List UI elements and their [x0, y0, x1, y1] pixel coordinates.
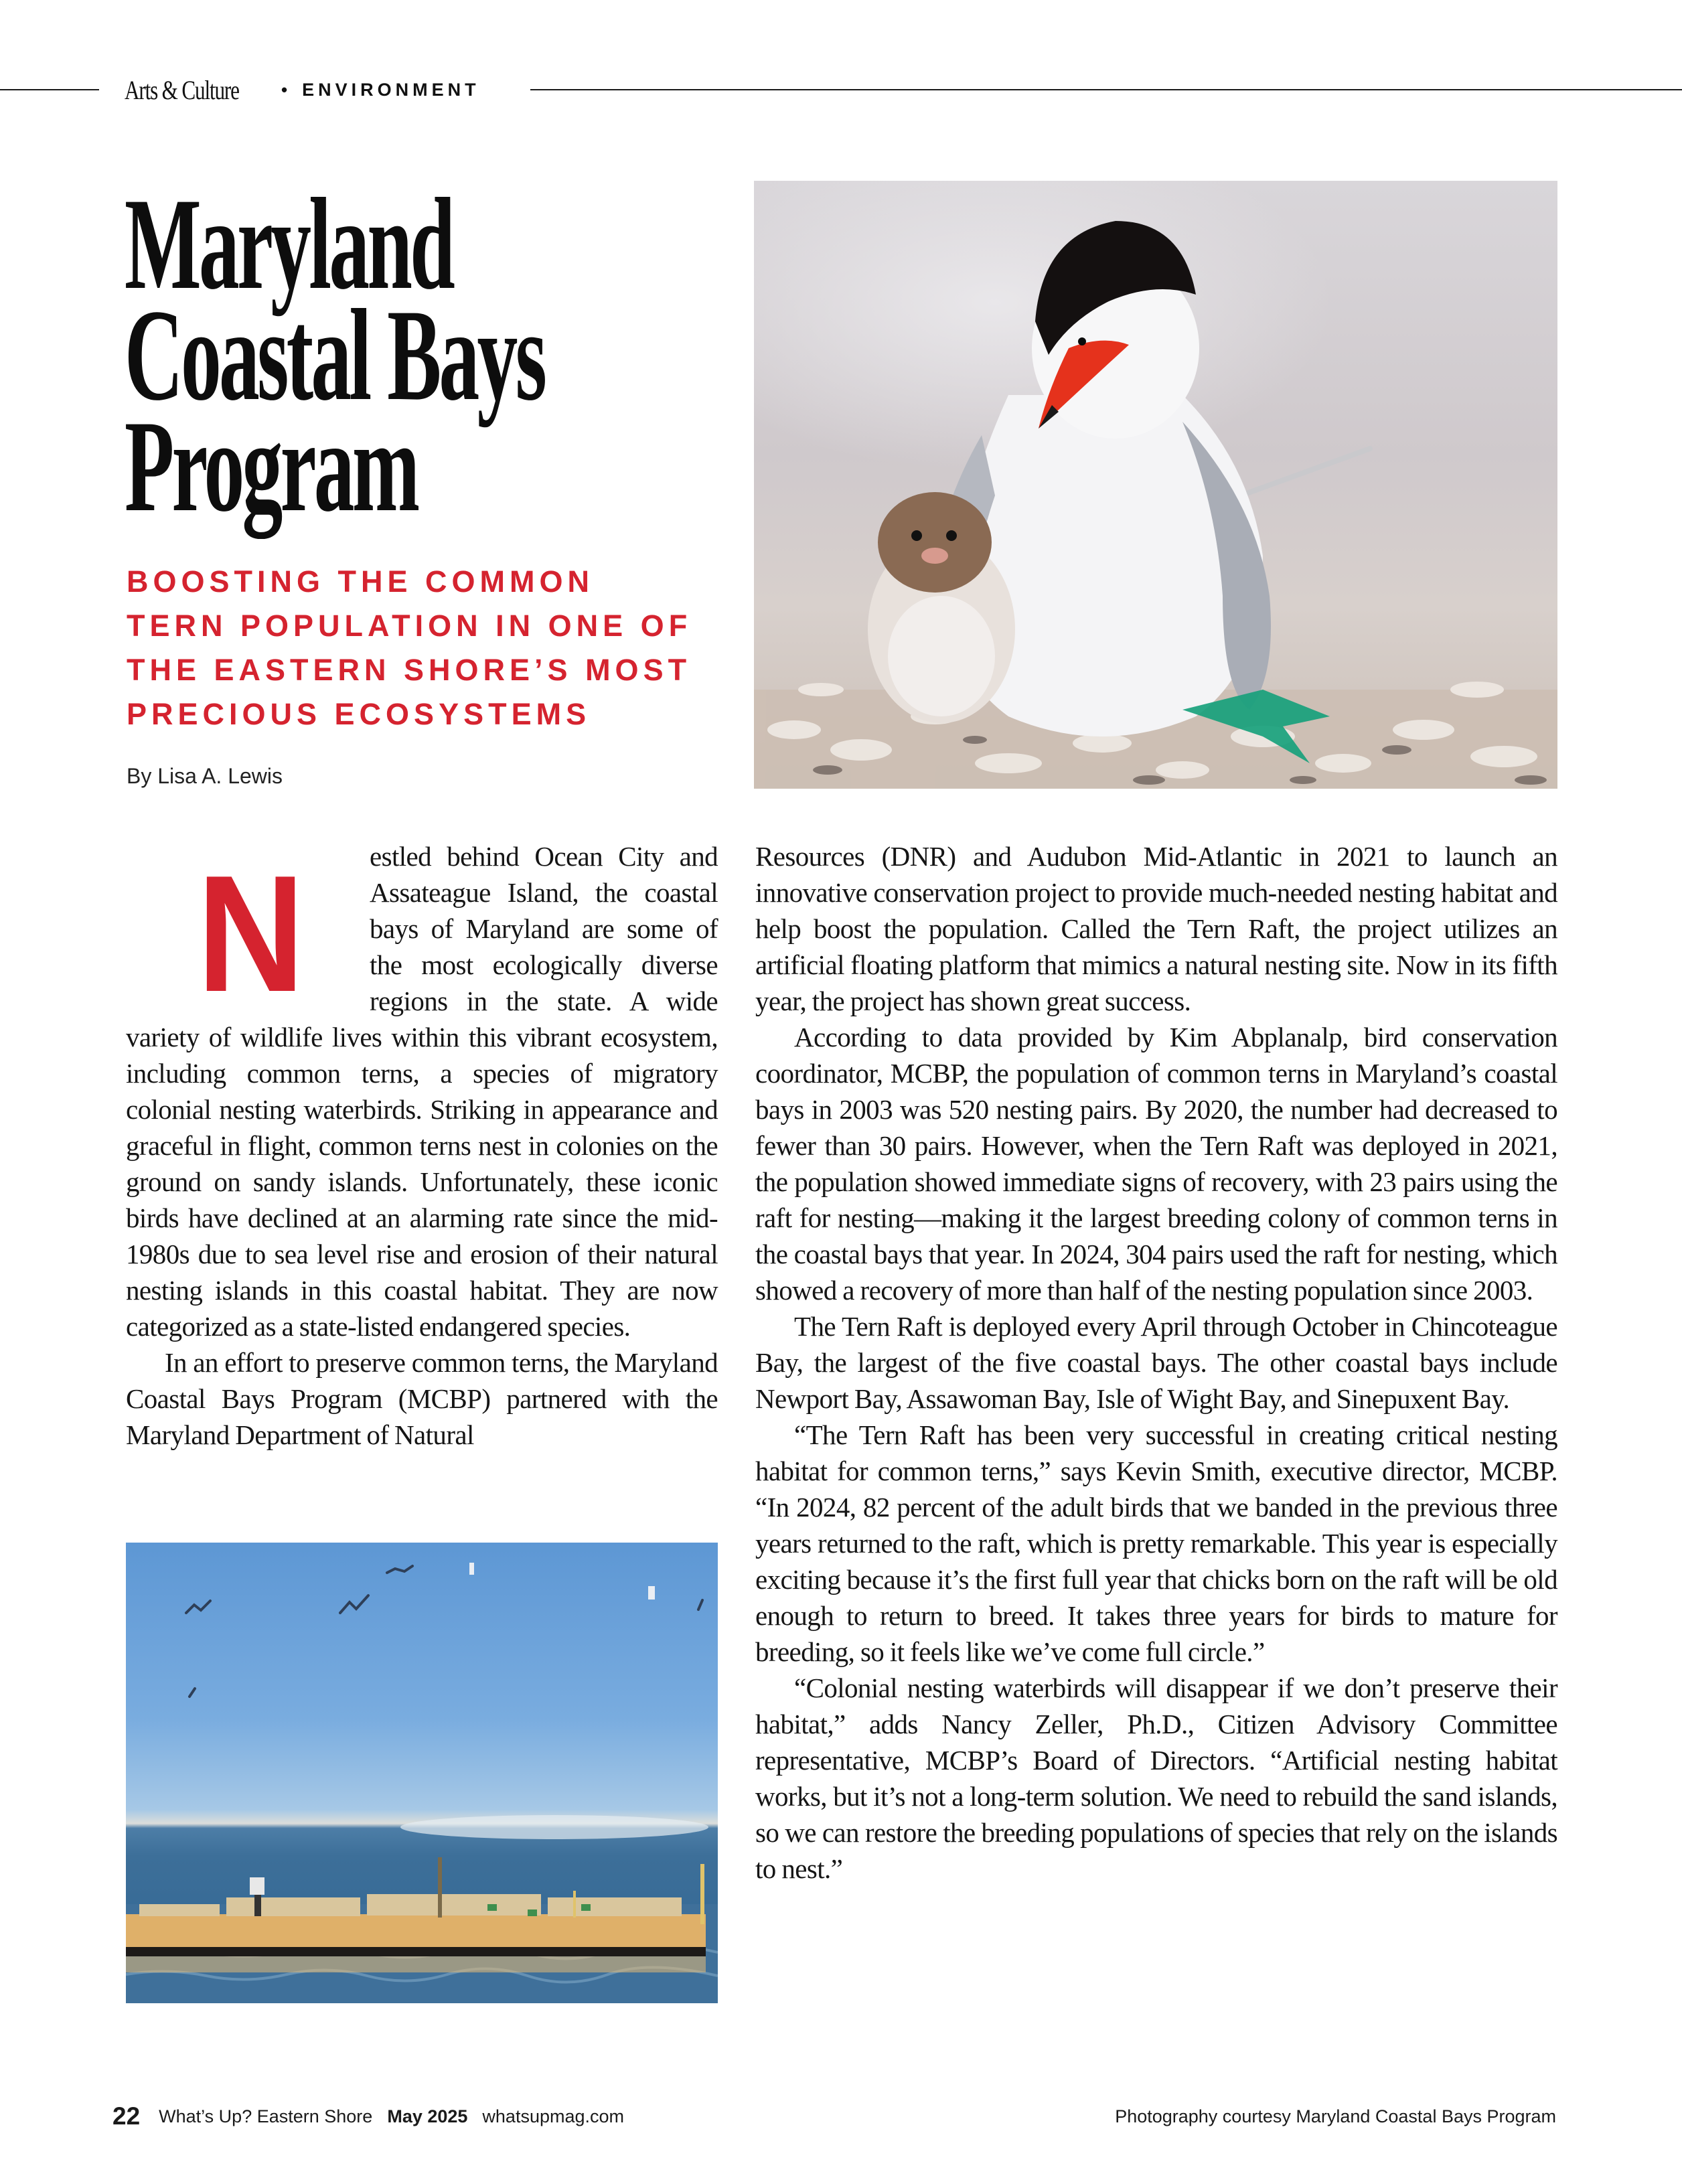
tern-photo — [754, 181, 1557, 789]
publication-name: What’s Up? Eastern Shore — [159, 2106, 373, 2126]
paragraph: In an effort to preserve common terns, the Maryland Coastal Bays Program (MCBP) partnered with the Maryland Department of Natural — [126, 1347, 718, 1450]
paragraph: estled behind Ocean City and Assateague Island, the coastal bays of Maryland are some of the most ecologically diverse regions in the state. A wide variety of wildlife lives within this vibrant ecosystem, including common terns, a species of migratory colonial nesting waterbirds. Striking in appearance and graceful in flight, common terns nest in colonies on the ground on sandy islands. Unfortunately, these iconic birds have declined at an alarming rate since the mid-1980s due to sea level rise and erosion of their natural nesting islands in this coastal habitat. They are now categorized as a state-listed endangered species. — [126, 841, 718, 1342]
paragraph: “The Tern Raft has been very successful in creating critical nesting habitat for common terns,” says Kevin Smith, executive director, MCBP. “In 2024, 82 percent of the adult birds that we banded in the previous three years returned to the raft, which is pretty remarkable. This year is especially exciting because it’s the first full year that chicks born on the raft will be old enough to return to breed. It takes three years for birds to mature for breeding, so it feels like we’ve come full circle.” — [755, 1419, 1557, 1667]
header-rule-right — [530, 89, 1682, 90]
tern-raft-photo — [126, 1543, 718, 2003]
website-link[interactable]: whatsupmag.com — [482, 2106, 625, 2126]
subtitle-line: PRECIOUS ECOSYSTEMS — [127, 697, 591, 731]
title-line: Coastal Bays — [125, 283, 545, 428]
subsection-name: ENVIRONMENT — [302, 79, 480, 100]
photo-credit — [1115, 2101, 1556, 2132]
tern-with-chick-illustration — [754, 181, 1557, 789]
section-name: Arts & Culture — [125, 74, 239, 105]
drop-cap: N — [197, 840, 305, 1026]
subtitle-line: TERN POPULATION IN ONE OF — [127, 609, 692, 643]
section-separator: • — [281, 79, 288, 100]
title-line: Program — [125, 394, 418, 539]
article-subtitle — [127, 560, 743, 736]
photo-credit-text: Photography courtesy Maryland Coastal Bays Program — [1115, 2106, 1556, 2126]
issue-date: May 2025 — [387, 2106, 468, 2126]
paragraph: According to data provided by Kim Abplanalp, bird conservation coordinator, MCBP, the population of common terns in Maryland’s coastal bays in 2003 was 520 nesting pairs. By 2020, the number had decreased to fewer than 30 pairs. However, when the Tern Raft was deployed in 2021, the population showed immediate signs of recovery, with 23 pairs using the raft for nesting—making it the largest breeding colony of common terns in the coastal bays that year. In 2024, 304 pairs used the raft for nesting, which showed a recovery of more than half of the nesting population since 2003. — [755, 1022, 1557, 1306]
tern-raft-illustration — [126, 1543, 718, 2003]
header-rule-left — [0, 89, 99, 90]
paragraph: “Colonial nesting waterbirds will disappear if we don’t preserve their habitat,” adds Nancy Zeller, Ph.D., Citizen Advisory Committee representative, MCBP’s Board of Directors. “Artificial nesting habitat works, but it’s not a long-term solution. We need to rebuild the sand islands, so we can restore the breeding populations of species that rely on the islands to nest.” — [755, 1672, 1557, 1884]
title-line: Maryland — [125, 171, 453, 317]
subtitle-line: BOOSTING THE COMMON — [127, 564, 594, 599]
byline: By Lisa A. Lewis — [127, 764, 283, 788]
paragraph: The Tern Raft is deployed every April through October in Chincoteague Bay, the largest of the five coastal bays. The other coastal bays include Newport Bay, Assawoman Bay, Isle of Wight Bay, and Sinepuxent Bay. — [755, 1311, 1557, 1414]
article-column-right — [755, 838, 1557, 1887]
article-title — [125, 171, 545, 539]
section-header — [125, 70, 480, 110]
paragraph: Resources (DNR) and Audubon Mid-Atlantic in 2021 to launch an innovative conservation project to provide much-needed nesting habitat and help boost the population. Called the Tern Raft, the project utilizes an artificial floating platform that mimics a natural nesting site. Now in its fifth year, the project has shown great success. — [755, 841, 1557, 1016]
article-column-left — [126, 838, 718, 1453]
page-number: 22 — [112, 2102, 141, 2130]
page-footer — [112, 2101, 624, 2132]
subtitle-line: THE EASTERN SHORE’S MOST — [127, 653, 692, 687]
